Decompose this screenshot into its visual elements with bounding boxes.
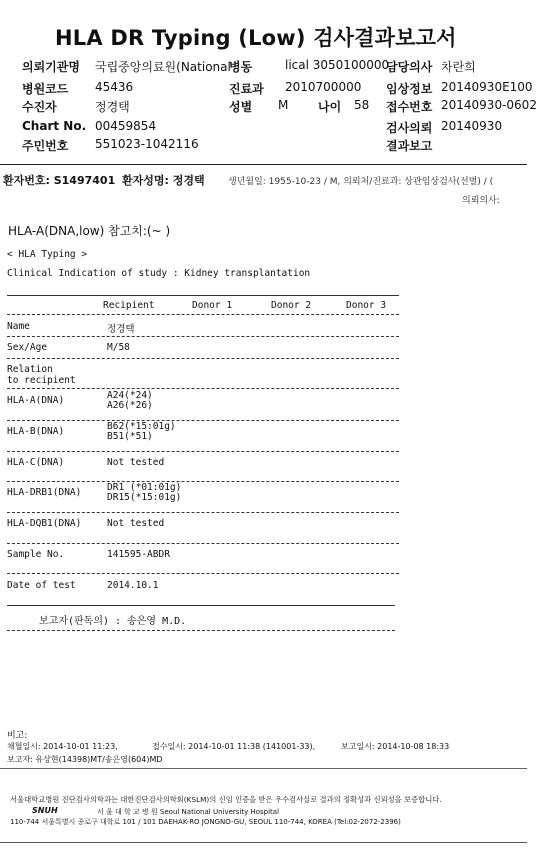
row-divider [7, 358, 399, 359]
header-label: 수진자 [22, 100, 57, 114]
patient-number: 환자번호: S1497401 [3, 174, 116, 187]
header-label: 의뢰기관명 [22, 60, 80, 74]
recipient-value: M/58 [107, 342, 130, 353]
bottom-divider [0, 842, 527, 843]
row-divider [7, 336, 399, 337]
table-bottom-rule [7, 605, 395, 606]
receive-time: 접수일시: 2014-10-01 11:38 (141001-33), [152, 742, 316, 751]
row-label: HLA-B(DNA) [7, 426, 65, 437]
header-label: 진료과 [229, 82, 264, 96]
recipient-value: Not tested [107, 518, 165, 529]
table-top-rule [7, 295, 399, 296]
header-value: 00459854 [95, 119, 157, 133]
recipient-value: 2014.10.1 [107, 580, 159, 591]
header-value: 20140930E100 [441, 80, 533, 94]
header-value: 국립중앙의료원(National [95, 60, 231, 74]
header-label: 주민번호 [22, 139, 69, 153]
row-label: Sample No. [7, 549, 65, 560]
patient-name: 환자성명: 정경택 [122, 174, 205, 187]
header-label: Chart No. [22, 119, 87, 133]
row-divider [7, 573, 399, 574]
col-recipient: Recipient [103, 300, 155, 311]
recipient-value: DR1 (*01:01g) [107, 482, 182, 493]
recipient-value: A26(*26) [107, 400, 153, 411]
referring-doctor: 의뢰의사: [462, 196, 500, 206]
header-label: 병원코드 [22, 82, 69, 96]
header-label: 병동 [229, 60, 253, 74]
reporters: 보고자: 유상현(14398)MT/송은영(604)MD [7, 755, 163, 764]
header-label: 임상정보 [386, 82, 433, 96]
row-divider [7, 481, 399, 482]
header-value: 58 [354, 98, 370, 112]
header-label: 접수번호 [386, 100, 433, 114]
row-label: HLA-DQB1(DNA) [7, 518, 82, 529]
row-divider [7, 388, 399, 389]
row-divider [7, 512, 399, 513]
section-title: HLA-A(DNA,low) 참고치:(~ ) [8, 224, 171, 238]
divider [0, 164, 527, 165]
row-divider [7, 420, 399, 421]
row-label: Name [7, 321, 30, 332]
header-label: 결과보고 [386, 139, 433, 153]
header-value: 20140930 [441, 119, 503, 133]
recipient-value: 정경택 [107, 324, 135, 335]
header-value: 20140930-0602 [441, 98, 537, 112]
patient-details: 생년월일: 1955-10-23 / M, 의뢰처/진료과: 상관임상검사(선별) / ( [228, 177, 494, 187]
row-label: HLA-C(DNA) [7, 457, 65, 468]
header-value: 551023-1042116 [95, 137, 199, 151]
row-divider [7, 543, 399, 544]
recipient-value: A24(*24) [107, 390, 153, 401]
header-value: 45436 [95, 80, 134, 94]
header-label: 나이 [318, 100, 342, 114]
hospital-address: 110-744 서울특별시 종로구 대학로 101 / 101 DAEHAK-RO JONGNO-GU, SEOUL 110-744, KOREA (Tel:02-2072-2396) [10, 818, 401, 826]
row-label: Sex/Age [7, 342, 48, 353]
header-value: 정경택 [95, 100, 130, 114]
table-header-rule [7, 314, 399, 315]
header-value: 차란희 [441, 60, 476, 74]
header-label: 담당의사 [386, 60, 433, 74]
report-time: 보고일시: 2014-10-08 18:33 [341, 742, 450, 751]
footer-divider [0, 768, 527, 769]
recipient-value: DR15(*15:01g) [107, 492, 182, 503]
recipient-value: B62(*15:01g) [107, 421, 176, 432]
row-label: HLA-DRB1(DNA) [7, 487, 82, 498]
recipient-value: Not tested [107, 457, 165, 468]
collect-time: 채혈일시: 2014-10-01 11:23, [7, 742, 118, 751]
col-donor2: Donor 2 [271, 300, 312, 311]
hospital-name: 서 울 대 학 교 병 원 Seoul National University Hospital [97, 808, 280, 816]
header-label: 성별 [229, 100, 253, 114]
header-label: 검사의뢰 [386, 121, 433, 135]
row-label: Relation to recipient [7, 364, 76, 386]
report-title: HLA DR Typing (Low) 검사결과보고서 [55, 26, 457, 50]
row-label: HLA-A(DNA) [7, 395, 65, 406]
certification-text: 서울대학교병원 진단검사의학과는 대한진단검사의학회(KSLM)의 신임 인증을 받은 우수검사실로 결과의 정확성과 신뢰성을 보증합니다. [10, 795, 442, 804]
clinical-indication: Clinical Indication of study : Kidney transplantation [7, 268, 311, 279]
remark-label: 비고: [7, 731, 28, 741]
header-value: 2010700000 [285, 80, 362, 94]
col-donor3: Donor 3 [346, 300, 387, 311]
header-value: lical 3050100000 [285, 58, 390, 72]
recipient-value: 141595-ABDR [107, 549, 170, 560]
header-value: M [278, 98, 289, 112]
typing-label: < HLA Typing > [7, 249, 88, 260]
reporter: 보고자(판독의) : 송은영 M.D. [39, 616, 187, 627]
recipient-value: B51(*51) [107, 431, 153, 442]
reporter-rule [7, 630, 395, 631]
hospital-logo: SNUH [32, 806, 58, 815]
col-donor1: Donor 1 [192, 300, 233, 311]
row-label: Date of test [7, 580, 76, 591]
row-divider [7, 451, 399, 452]
